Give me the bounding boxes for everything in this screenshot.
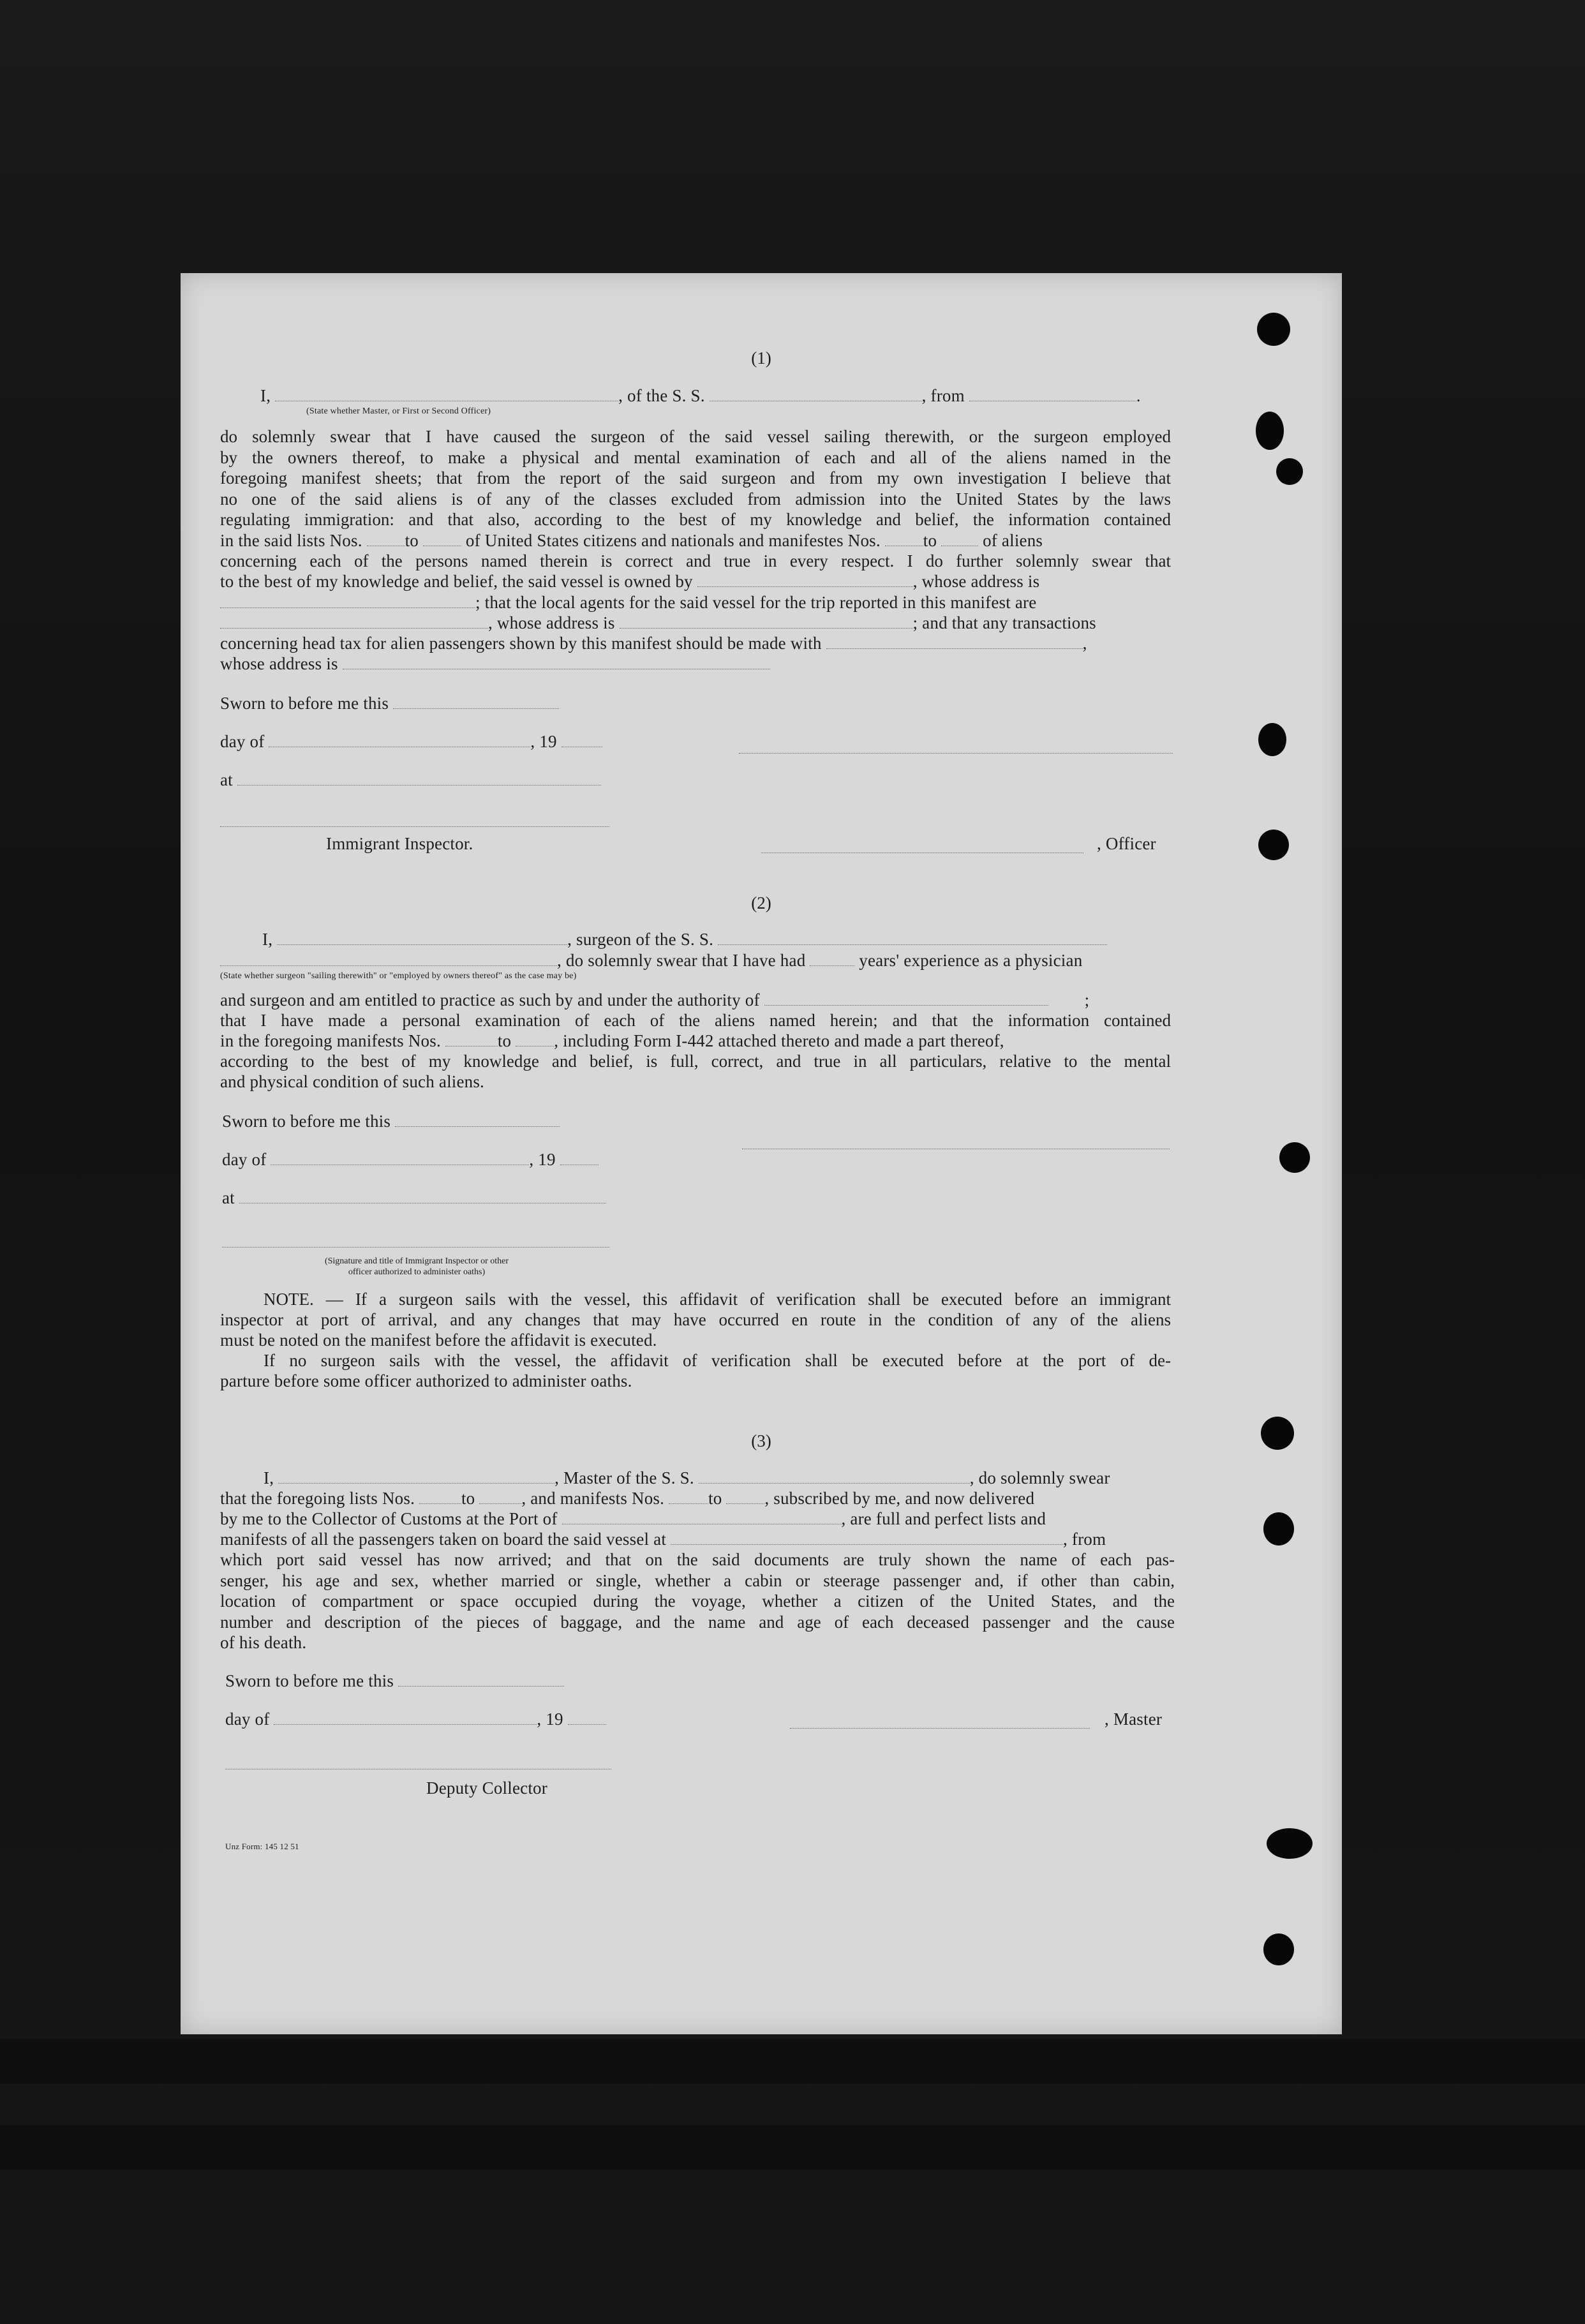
note2-line: If no surgeon sails with the vessel, the affidavit of verification shall be executed before at the port of de-: [264, 1351, 1171, 1370]
vessel-name-field[interactable]: [710, 387, 922, 401]
body-line: according to the best of my knowledge and belief, is full, correct, and true in all particulars, relative to the mental: [220, 1052, 1171, 1071]
month-field[interactable]: [271, 1151, 529, 1165]
surgeon-name-field[interactable]: [277, 930, 567, 945]
deputy-collector-label: Deputy Collector: [426, 1778, 547, 1798]
lists-to-field[interactable]: [423, 532, 461, 546]
section2-experience-line: , do solemnly swear that I have had years' experience as a physician: [220, 950, 1082, 971]
agents-field[interactable]: [220, 614, 488, 629]
day-of-line-3: day of , 19: [225, 1709, 606, 1729]
day-of-line-1: day of , 19: [220, 731, 602, 752]
section-number-3: (3): [751, 1431, 771, 1450]
punch-hole: [1257, 313, 1290, 346]
section3-body: [220, 1549, 1175, 1632]
foregoing-lists-line: that the foregoing lists Nos. to , and manifests Nos. to , subscribed by me, and now delivered: [220, 1489, 1035, 1508]
body-line: senger, his age and sex, whether married or single, whether a cabin or steerage passenger and, if other than cabin,: [220, 1570, 1175, 1590]
punch-hole: [1263, 1933, 1294, 1965]
manifests-from-field[interactable]: [669, 1489, 708, 1504]
sworn-day-field[interactable]: [395, 1112, 560, 1127]
body-line: by the owners thereof, to make a physical and mental examination of each and all of the aliens named in the: [220, 447, 1171, 467]
body-line: location of compartment or space occupied during the voyage, whether a citizen of the United States, and the: [220, 1591, 1175, 1611]
punch-hole: [1258, 830, 1289, 860]
body-line: which port said vessel has now arrived; and that on the said documents are truly shown the name of each pas-: [220, 1550, 1175, 1569]
body-line: number and description of the pieces of baggage, and the name and age of each deceased passenger and the cause: [220, 1612, 1175, 1632]
surgeon-type-field[interactable]: [220, 951, 557, 966]
text-period: .: [1136, 386, 1141, 405]
section1-body: [220, 426, 1171, 530]
head-tax-address-field[interactable]: [343, 655, 770, 669]
owner-address-field[interactable]: [220, 593, 475, 608]
section1-oath-line: [260, 385, 1141, 406]
officer-label: , Officer: [1097, 834, 1156, 853]
punch-hole: [1261, 1417, 1294, 1450]
sworn-line-2: Sworn to before me this: [222, 1111, 560, 1131]
at-line-1: at: [220, 770, 601, 790]
body-line: foregoing manifest sheets; that from the report of the said surgeon and from my own investigation I believe that: [220, 468, 1171, 488]
manifests-all-line: manifests of all the passengers taken on board the said vessel at , from: [220, 1530, 1106, 1549]
body-line: no one of the said aliens is of any of the classes excluded from admission into the United States by the laws: [220, 489, 1171, 509]
year-field[interactable]: [560, 1151, 599, 1165]
officer-instruction: (State whether Master, or First or Second Officer): [306, 406, 491, 416]
year-field[interactable]: [562, 733, 602, 747]
month-field[interactable]: [269, 733, 530, 747]
at-place-field[interactable]: [239, 1189, 606, 1203]
scan-band: [0, 2039, 1585, 2083]
concerning-line: concerning each of the persons named therein is correct and true in every respect. I do further solemnly swear that: [220, 551, 1171, 570]
officer-name-line[interactable]: [761, 851, 1083, 853]
manifests-from-field[interactable]: [885, 532, 923, 546]
surgeon-vessel-field[interactable]: [718, 930, 1107, 945]
lists-line: in the said lists Nos. to of United States citizens and nationals and manifestes Nos. to of aliens: [220, 531, 1043, 550]
master-label: , Master: [1105, 1709, 1163, 1729]
punch-hole: [1276, 458, 1303, 485]
section-number-2: (2): [751, 893, 771, 912]
manifests-to-field[interactable]: [941, 532, 978, 546]
officer-signature-line[interactable]: [739, 752, 1173, 754]
owner-field[interactable]: [697, 572, 913, 587]
officer-name-field[interactable]: [275, 387, 618, 401]
punch-hole: [1267, 1828, 1313, 1859]
sworn-day-field[interactable]: [393, 694, 559, 709]
section-number-1: (1): [751, 348, 771, 368]
text-of-ss: , of the S. S.: [618, 386, 705, 405]
authority-field[interactable]: [764, 991, 1048, 1006]
departure-port-field[interactable]: [969, 387, 1136, 401]
inspector-signature-line[interactable]: [220, 825, 609, 827]
body-line: of his death.: [220, 1633, 307, 1652]
agents-address-line: , whose address is ; and that any transactions: [220, 613, 1096, 633]
year-field[interactable]: [568, 1710, 606, 1725]
lists-from-field[interactable]: [367, 532, 405, 546]
section3-oath-line: I, , Master of the S. S. , do solemnly swear: [264, 1468, 1110, 1487]
section2-oath-line: I, , surgeon of the S. S.: [262, 929, 1107, 950]
note-line: must be noted on the manifest before the affidavit is executed.: [220, 1330, 657, 1350]
boarding-port-field[interactable]: [671, 1530, 1063, 1545]
note-paragraph: [220, 1289, 1171, 1310]
body-line: and physical condition of such aliens.: [220, 1072, 485, 1091]
master-name-field[interactable]: [278, 1469, 554, 1484]
master-vessel-field[interactable]: [699, 1469, 970, 1484]
sig-caption: (Signature and title of Immigrant Inspector or other officer authorized to administer oaths): [324, 1256, 509, 1277]
sworn-line-3: Sworn to before me this: [225, 1671, 564, 1691]
scan-band: [0, 2125, 1585, 2170]
head-tax-address-line: whose address is: [220, 653, 770, 674]
manifests-line: in the foregoing manifests Nos. to , including Form I-442 attached thereto and made a part thereof,: [220, 1031, 1004, 1050]
punch-hole: [1279, 1142, 1310, 1173]
lists-to-field[interactable]: [479, 1489, 521, 1504]
note-line: NOTE. — If a surgeon sails with the vessel, this affidavit of verification shall be executed before an immigrant: [264, 1290, 1171, 1309]
local-agents-line: ; that the local agents for the said vessel for the trip reported in this manifest are: [220, 592, 1036, 613]
manifests-from-field[interactable]: [445, 1032, 498, 1047]
master-signature-line[interactable]: [790, 1727, 1090, 1729]
at-place-field[interactable]: [237, 771, 601, 786]
note-line: inspector at port of arrival, and any changes that may have occurred en route in the condition of any of the aliens: [220, 1310, 1171, 1329]
owned-by-line: to the best of my knowledge and belief, the said vessel is owned by , whose address is: [220, 572, 1040, 591]
port-field[interactable]: [562, 1510, 842, 1524]
surgeon-signature-line[interactable]: [742, 1147, 1170, 1149]
text-I: I,: [260, 386, 271, 405]
immigrant-inspector-label: Immigrant Inspector.: [326, 834, 473, 853]
lists-from-field[interactable]: [419, 1489, 461, 1504]
manifests-to-field[interactable]: [516, 1032, 554, 1047]
years-field[interactable]: [810, 951, 854, 966]
manifest-affidavit-page: [181, 273, 1342, 2034]
at-line-2: at: [222, 1188, 606, 1208]
surgeon-instruction: (State whether surgeon "sailing therewith" or "employed by owners thereof" as the case may be): [220, 971, 577, 981]
collector-line: by me to the Collector of Customs at the Port of , are full and perfect lists and: [220, 1509, 1046, 1528]
body-line: that I have made a personal examination of each of the aliens named herein; and that the information contained: [220, 1011, 1171, 1030]
punch-hole: [1263, 1512, 1294, 1546]
agents-address-field[interactable]: [620, 614, 913, 629]
sworn-day-field[interactable]: [398, 1672, 564, 1687]
deputy-signature-line[interactable]: [225, 1768, 611, 1769]
punch-hole: [1258, 723, 1286, 756]
punch-hole: [1256, 412, 1284, 450]
sworn-line-1: Sworn to before me this: [220, 693, 559, 713]
day-of-line-2: day of , 19: [222, 1149, 599, 1170]
month-field[interactable]: [274, 1710, 537, 1725]
authority-line: and surgeon and am entitled to practice as such by and under the authority of ;: [220, 990, 1090, 1009]
text-from: , from: [921, 386, 965, 405]
note2-line: parture before some officer authorized to administer oaths.: [220, 1371, 632, 1390]
body-line: do solemnly swear that I have caused the surgeon of the said vessel sailing therewith, or the surgeon employed: [220, 427, 1171, 446]
body-line: regulating immigration: and that also, according to the best of my knowledge and belief, the information contained: [220, 510, 1171, 529]
head-tax-agent-field[interactable]: [826, 634, 1083, 649]
inspector-signature-line[interactable]: [222, 1246, 609, 1248]
form-number: Unz Form: 145 12 51: [225, 1842, 299, 1851]
manifests-to-field[interactable]: [726, 1489, 764, 1504]
head-tax-line: concerning head tax for alien passengers shown by this manifest should be made with ,: [220, 634, 1087, 653]
